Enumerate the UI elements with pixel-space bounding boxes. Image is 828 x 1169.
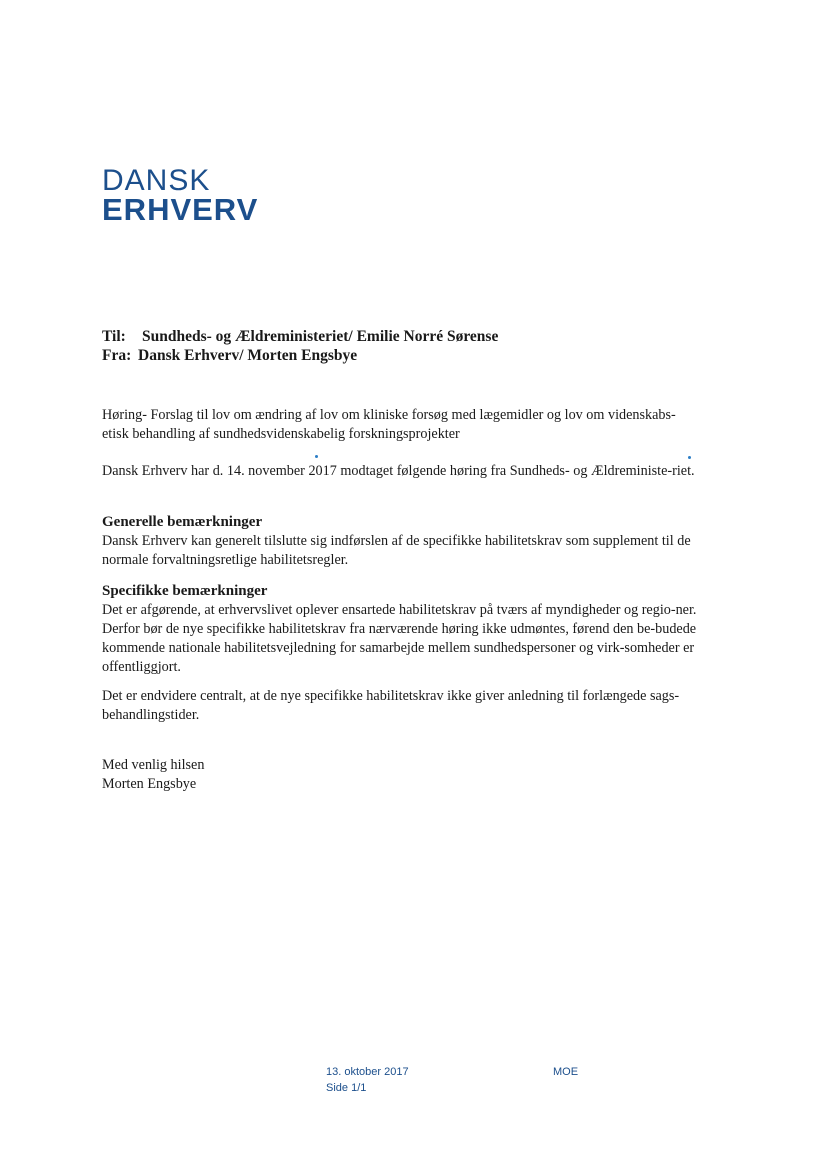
intro-text: Dansk Erhverv har d. 14. november 2017 modtaget følgende høring fra Sundheds- og Ældreministe-riet.: [102, 463, 695, 479]
footer-page: Side 1/1: [326, 1082, 367, 1094]
scan-speck: [315, 455, 318, 458]
general-text: Dansk Erhverv kan generelt tilslutte sig indførslen af de specifikke habilitetskrav som supplement til de normale forvaltningsretlige habilitetsregler.: [102, 533, 691, 568]
specific-section: [102, 582, 698, 677]
signature-name: Morten Engsbye: [102, 776, 197, 792]
logo-line-1: DANSK: [102, 164, 211, 197]
specific-heading: Specifikke bemærkninger: [102, 583, 268, 599]
closing-greeting: Med venlig hilsen: [102, 757, 205, 773]
general-heading: Generelle bemærkninger: [102, 514, 263, 530]
intro-paragraph: [102, 462, 698, 481]
sender: Dansk Erhverv/ Morten Engsbye: [138, 347, 358, 364]
subject-text: Høring- Forslag til lov om ændring af lov om kliniske forsøg med lægemidler og lov om videnskabs-etisk behandling af sundhedsvidenskabelig forskningsprojekter: [102, 407, 676, 442]
logo-line-2: ERHVERV: [102, 192, 259, 227]
footer-date-page: [326, 1064, 409, 1096]
footer-date: 13. oktober 2017: [326, 1066, 409, 1078]
further-text: Det er endvidere centralt, at de nye specifikke habilitetskrav ikke giver anledning til forlængede sags-behandlingstider.: [102, 688, 680, 723]
subject-paragraph: [102, 406, 698, 444]
to-label: Til:: [102, 328, 126, 345]
footer-initials: MOE: [553, 1066, 579, 1078]
general-section: [102, 513, 698, 570]
recipient: Sundheds- og Ældreministeriet/ Emilie Norré Sørense: [142, 328, 499, 345]
closing-block: [102, 756, 698, 794]
from-label: Fra:: [102, 347, 132, 364]
further-paragraph: [102, 687, 698, 725]
recipient-row: [102, 327, 498, 346]
scan-speck: [688, 456, 691, 459]
footer-initials-block: [553, 1064, 578, 1080]
dansk-erhverv-logo: [102, 166, 258, 225]
address-block: [102, 327, 498, 365]
specific-text: Det er afgørende, at erhvervslivet oplever ensartede habilitetskrav på tværs af myndigheder og regio-ner. Derfor bør de nye specifikke habilitetskrav fra nærværende høring ikke udmøntes, førend den be-budede kommende nationale habilitetsvejledning for samarbejde mellem sundhedspersoner og virk-somheder er offentliggjort.: [102, 602, 697, 675]
sender-row: [102, 346, 498, 365]
